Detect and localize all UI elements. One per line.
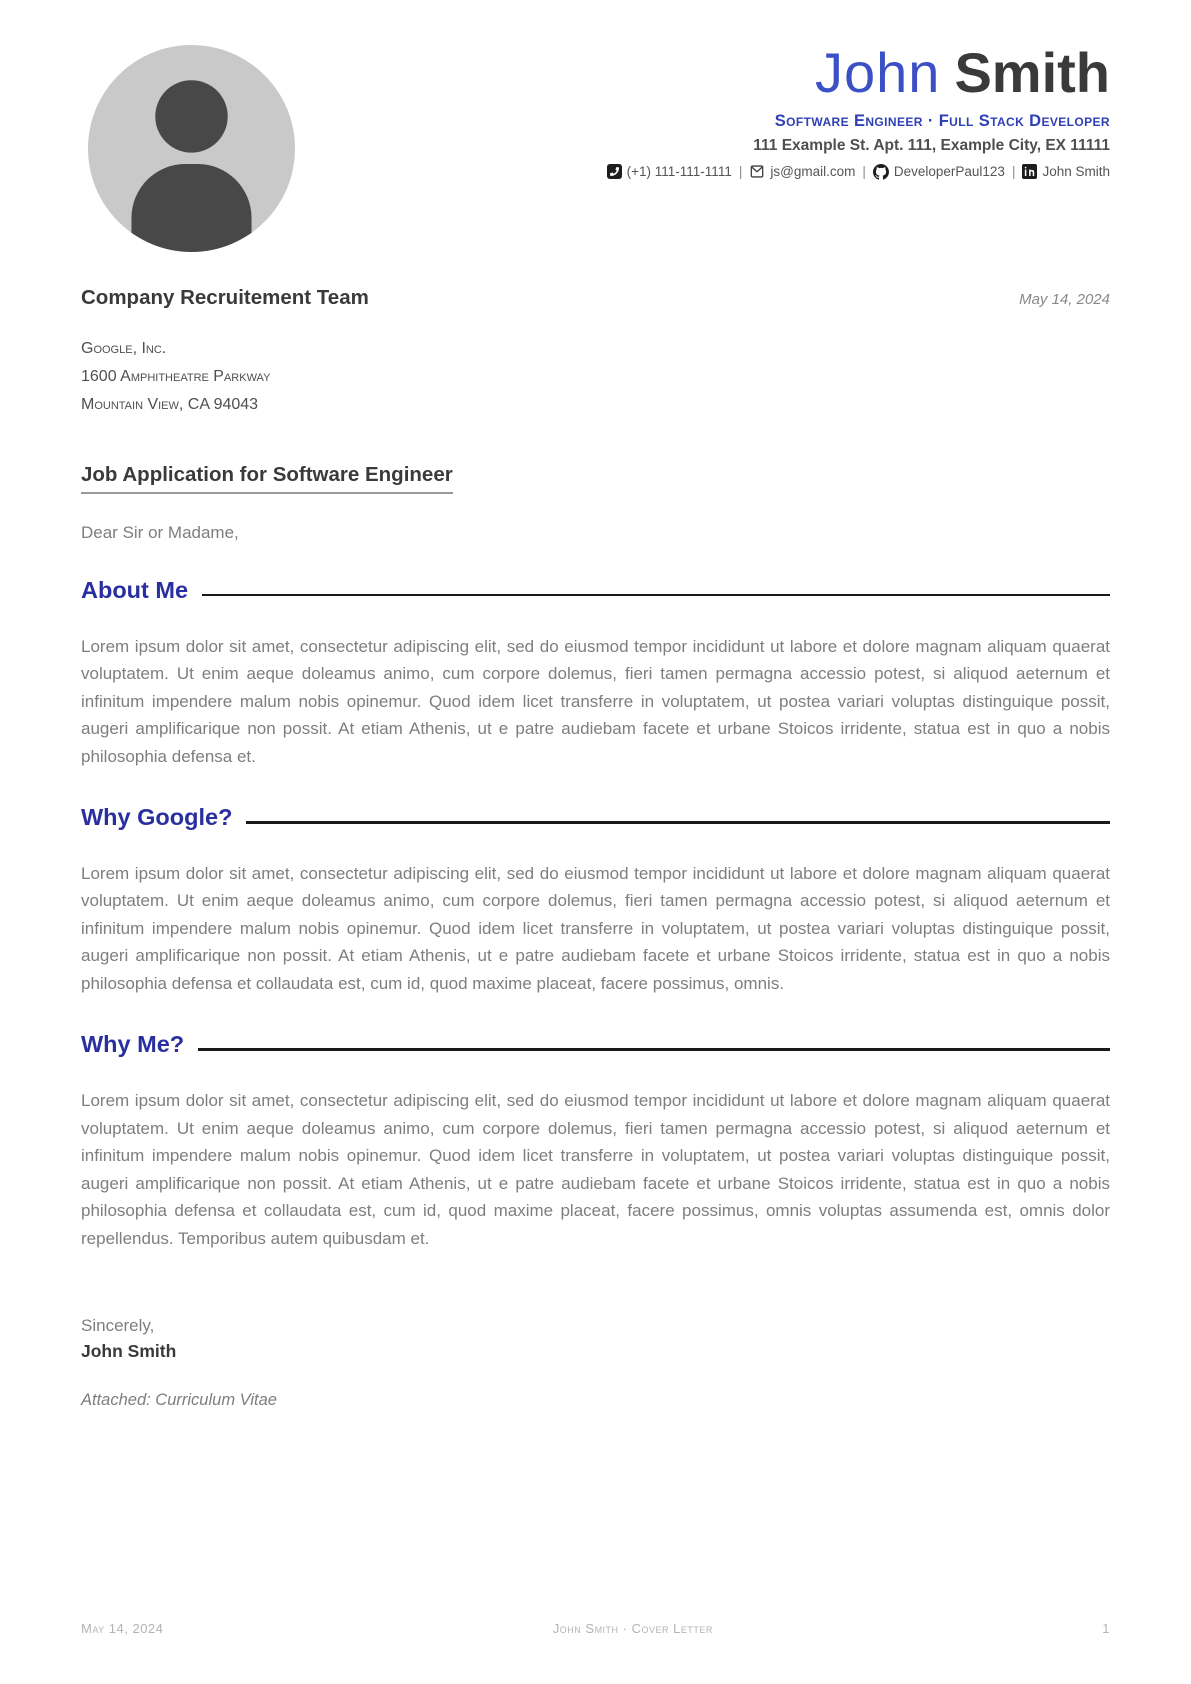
separator: | [1011,164,1016,180]
phone-square-icon [607,164,622,179]
footer-date: May 14, 2024 [81,1621,164,1636]
job-title-tagline: Software Engineer · Full Stack Developer [774,111,1110,130]
phone-number: (+1) 111-111-1111 [626,164,732,180]
avatar [88,45,295,252]
section-title: About Me [81,576,189,603]
person-avatar-icon [88,45,295,252]
page-footer [81,1621,1110,1636]
home-address: 111 Example St. Apt. 111, Example City, EX 11111 [753,136,1110,154]
linkedin-name: John Smith [1042,164,1110,180]
separator: | [738,164,743,180]
company-address-block [81,335,1110,419]
linkedin-icon [1022,164,1037,179]
section-body-why-me: Lorem ipsum dolor sit amet, consectetur adipiscing elit, sed do eiusmod tempor incididunt ut labore et dolore magnam aliquam quaerat voluptatem. Ut enim aeque doleamus animo, cum corpore dolemus, fieri tamen permagna accessio potest, si aliquod aeternum et infinitum impendere malum nobis opinemur. Quod idem licet transferre in voluptatem, ut postea variari voluptas distinguique possit, augeri amplificarique non possit. At etiam Athenis, ut e patre audiebam facete et urbane Stoicos irridente, statua est in quo a nobis philosophia defensa et collaudata est, cum id, quod maxime placeat, facere possimus, omnis voluptas assumenda est, omnis dolor repellendus. Temporibus autem quibusdam et. [81,1091,1110,1248]
footer-page-number: 1 [1102,1621,1110,1636]
letter-subject: Job Application for Software Engineer [81,463,453,494]
section-body-about-me: Lorem ipsum dolor sit amet, consectetur adipiscing elit, sed do eiusmod tempor incididunt ut labore et dolore magnam aliquam quaerat voluptatem. Ut enim aeque doleamus animo, cum corpore dolemus, fieri tamen permagna accessio potest, si aliquod aeternum et infinitum impendere malum nobis opinemur. Quod idem licet transferre in voluptatem, ut postea variari voluptas distinguique possit, augeri amplificarique non possit. At etiam Athenis, ut e patre audiebam facete et urbane Stoicos irridente, statua est in quo a nobis philosophia defensa et. [81,636,1110,766]
first-name: John [815,41,941,104]
section-title: Why Google? [81,804,233,831]
github-icon [873,164,889,180]
heading-rule [198,1048,1110,1051]
company-city: Mountain View, CA 94043 [81,395,259,413]
letter-date: May 14, 2024 [1019,290,1110,308]
section-title: Why Me? [81,1031,185,1058]
heading-rule [246,821,1110,824]
section-heading-about-me [81,578,1110,604]
footer-doc-title: John Smith · Cover Letter [552,1621,713,1636]
separator: | [862,164,866,180]
section-body-why-google: Lorem ipsum dolor sit amet, consectetur adipiscing elit, sed do eiusmod tempor incididunt ut labore et dolore magnam aliquam quaerat voluptatem. Ut enim aeque doleamus animo, cum corpore dolemus, fieri tamen permagna accessio potest, si aliquod aeternum et infinitum impendere malum nobis opinemur. Quod idem licet transferre in voluptatem, ut postea variari voluptas distinguique possit, augeri amplificarique non possit. At etiam Athenis, ut e patre audiebam facete et urbane Stoicos irridente, statua est in quo a nobis philosophia defensa et collaudata est, cum id, quod maxime placeat, facere possimus, omnis. [81,863,1110,993]
company-name: Google, Inc. [81,339,167,357]
last-name: Smith [954,41,1110,104]
attachment-note: Attached: Curriculum Vitae [81,1391,277,1410]
recipient-row [81,286,1110,310]
heading-rule [202,594,1110,597]
email-link[interactable] [749,164,855,179]
section-heading-why-google [81,805,1110,831]
github-username: DeveloperPaul123 [893,164,1005,180]
closing: Sincerely, [81,1316,155,1336]
email-address: js@gmail.com [770,164,856,180]
phone-link[interactable] [607,164,732,179]
github-link[interactable] [873,164,1005,180]
recipient-title: Company Recruitement Team [81,285,369,309]
section-heading-why-me [81,1032,1110,1058]
salutation: Dear Sir or Madame, [81,522,239,542]
company-street: 1600 Amphitheatre Parkway [81,367,271,385]
linkedin-link[interactable] [1022,164,1110,179]
signature-name: John Smith [81,1341,177,1362]
envelope-icon [749,165,765,178]
